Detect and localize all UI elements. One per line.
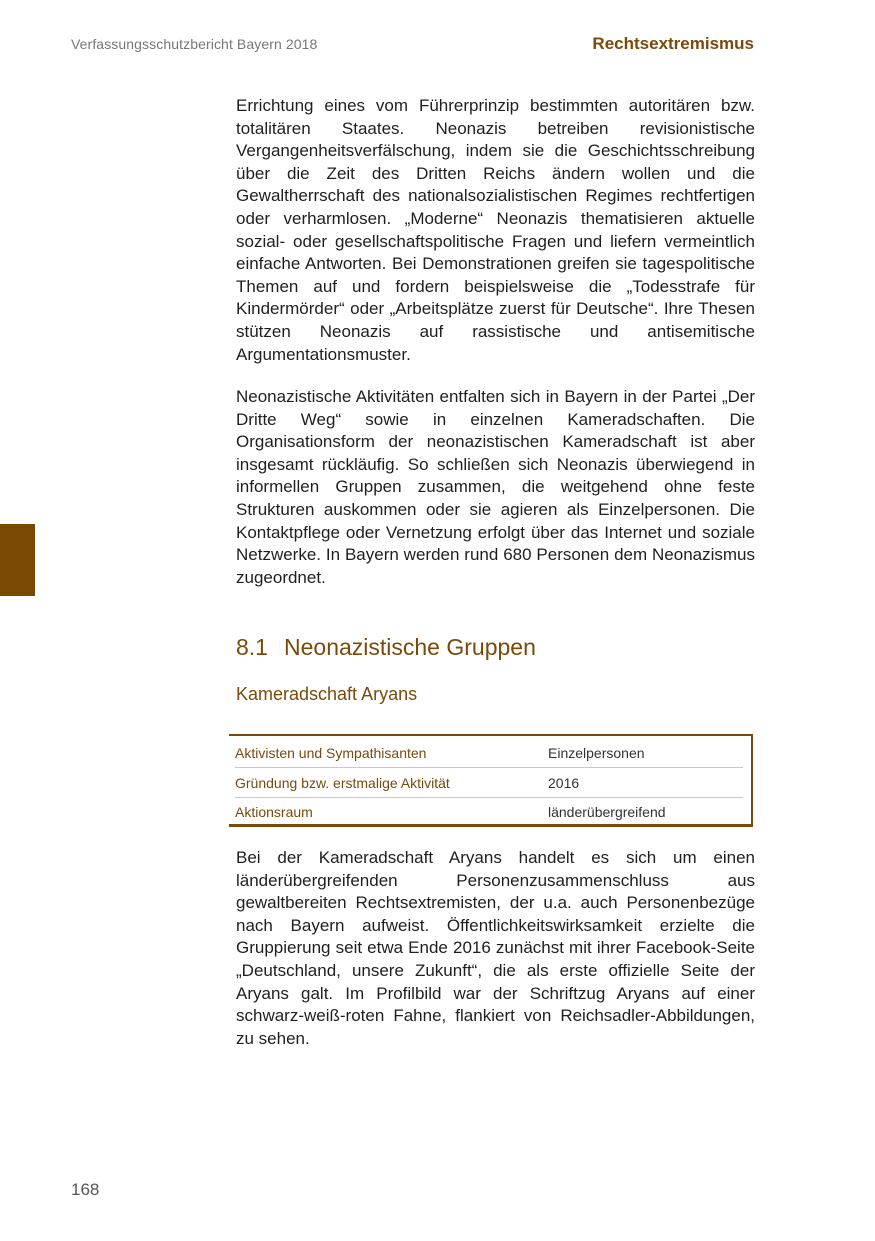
fact-value: länderübergreifend (548, 804, 666, 820)
fact-label: Aktivisten und Sympathisanten (235, 745, 427, 761)
section-number: 8.1 (236, 634, 268, 660)
section-title: Neonazistische Gruppen (284, 634, 536, 660)
subsection-heading: Kameradschaft Aryans (236, 684, 418, 704)
fact-box (229, 734, 753, 827)
running-title-left: Verfassungsschutzbericht Bayern 2018 (71, 36, 318, 52)
page-number: 168 (71, 1180, 100, 1199)
fact-row (235, 769, 743, 798)
fact-value: 2016 (548, 775, 580, 791)
body-paragraph-2: Neonazistische Aktivitäten entfalten sich in Bayern in der Partei „Der Dritte Weg“ sowie in einzelnen Kameradschaften. Die Organisationsform der neonazistischen Kameradschaft ist aber insgesamt rückläufig. So schließen sich Neonazis überwiegend in informellen Gruppen zusammen, die weitgehend ohne feste Strukturen auskommen oder sie agieren als Einzelpersonen. Die Kontaktpflege oder Vernetzung erfolgt über das Internet und soziale Netzwerke. In Bayern werden rund 680 Personen dem Neonazismus zugeordnet. (236, 387, 755, 587)
body-paragraph-3: Bei der Kameradschaft Aryans handelt es sich um einen länderübergreifenden Personenzusammenschluss aus gewaltbereiten Rechtsextremisten, der u.a. auch Personenbezüge nach Bayern aufweist. Öffentlichkeitswirksamkeit erzielte die Gruppierung seit etwa Ende 2016 zunächst mit ihrer Facebook-Seite „Deutschland, unsere Zukunft“, die als erste offizielle Seite der Aryans galt. Im Profilbild war der Schriftzug Aryans auf einer schwarz-weiß-roten Fahne, flankiert von Reichsadler-Abbildungen, zu sehen. (236, 848, 755, 1048)
fact-label: Gründung bzw. erstmalige Aktivität (235, 775, 450, 791)
fact-row (235, 798, 743, 826)
fact-value: Einzelpersonen (548, 745, 645, 761)
fact-label: Aktionsraum (235, 804, 313, 820)
body-paragraph-1: Errichtung eines vom Führerprinzip bestimmten autoritären bzw. totalitären Staates. Neonazis betreiben revisionistische Vergangenheitsverfälschung, indem sie die Geschichtsschreibung über die Zeit des Dritten Reichs ändern wollen und die Gewaltherrschaft des nationalsozialistischen Regimes rechtfertigen oder verharmlosen. „Moderne“ Neonazis thematisieren aktuelle sozial- oder gesellschaftspolitische Fragen und liefern vermeintlich einfache Antworten. Bei Demonstrationen greifen sie tagespolitische Themen auf und fordern beispielsweise die „Todesstrafe für Kindermörder“ oder „Arbeitsplätze zuerst für Deutsche“. Ihre Thesen stützen Neonazis auf rassistische und antisemitische Argumentationsmuster. (236, 96, 755, 364)
running-title-right: Rechtsextremismus (592, 34, 754, 53)
section-heading (236, 634, 536, 661)
chapter-side-tab (0, 524, 35, 596)
fact-row (235, 739, 743, 768)
